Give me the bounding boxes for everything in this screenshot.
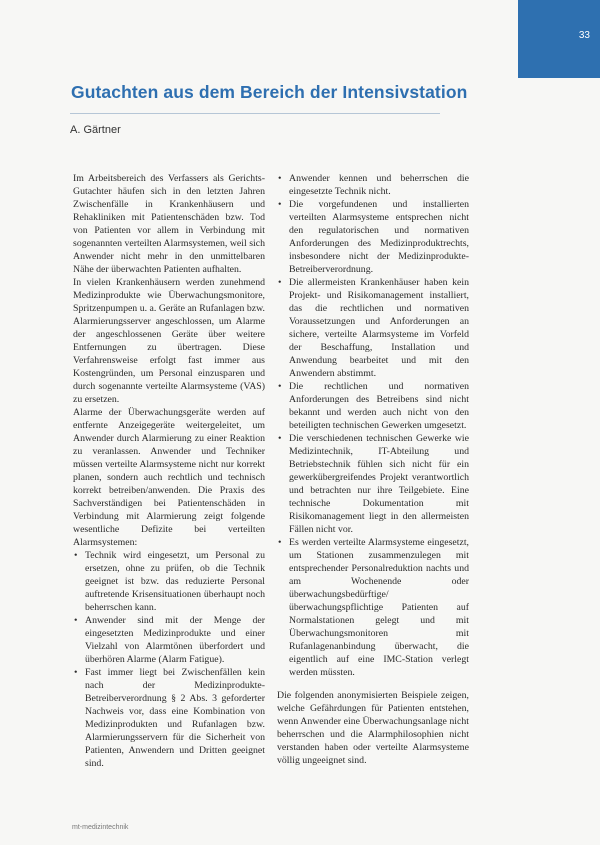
deficit-list bbox=[73, 549, 265, 770]
article-title: Gutachten aus dem Bereich der Intensivstation bbox=[71, 82, 468, 102]
list-item: • Die vorgefundenen und installierten verteilten Alarmsysteme entsprechen nicht den regulatorischen und normativen Anforderungen des Medizinproduktrechts, insbesondere nicht der Medizinprodukte-Betreiberverordnung. bbox=[277, 198, 469, 276]
page-number: 33 bbox=[578, 30, 590, 41]
list-item: • Anwender kennen und beherrschen die eingesetzte Technik nicht. bbox=[277, 172, 469, 198]
list-item: • Es werden verteilte Alarmsysteme eingesetzt, um Stationen zusammenzulegen mit entsprechender Personalreduktion nachts und am Wochenende oder überwachungsbedürftige/überwachungspflichtige Patienten auf Normalstationen gelegt und mit Überwachungsmonitoren mit Rufanlagenanbindung überwacht, die eigentlich auf eine IMC-Station verlegt werden müssten. bbox=[277, 536, 469, 679]
list-item: • Die allermeisten Krankenhäuser haben kein Projekt- und Risikomanagement installiert, das die rechtlichen und normativen Voraussetzungen und Anforderungen an sichere, verteilte Alarmsysteme im Vorfeld der Beschaffung, Installation und Anwendung bearbeitet und mit den Anwendern abstimmt. bbox=[277, 276, 469, 380]
article-author: A. Gärtner bbox=[70, 124, 121, 136]
page-corner-tab bbox=[518, 0, 600, 78]
list-item: • Die rechtlichen und normativen Anforderungen des Betreibens sind nicht bekannt und werden auch nicht von den beteiligten technischen Gewerken umgesetzt. bbox=[277, 380, 469, 432]
closing-paragraph: Die folgenden anonymisierten Beispiele zeigen, welche Gefährdungen für Patienten entstehen, wenn Anwender eine Überwachungsanlage nicht beherrschen und die Alarmphilosophien nicht verstanden haben oder verteilte Alarmsysteme völlig ungeeignet sind. bbox=[277, 690, 469, 766]
list-item: • Die verschiedenen technischen Gewerke wie Medizintechnik, IT-Abteilung und Betriebstechnik fühlen sich nicht für ein gewerkübergreifendes Projekt verantwortlich und betrachten nur ihre Teilgebiete. Eine technische Dokumentation mit Risikomanagement liegt in den allermeisten Fällen nicht vor. bbox=[277, 432, 469, 536]
paragraph: Im Arbeitsbereich des Verfassers als Gerichts-Gutachter häufen sich in den letzten Jahren Zwischenfälle in Krankenhäusern und Rehakliniken mit Patientenschäden bzw. Tod von Patienten vor allem in Verbindung mit sogenannten verteilten Alarmsystemen, weil sich Anwender nicht mehr in den unmittelbaren Nähe der überwachten Patienten aufhalten. bbox=[73, 173, 265, 275]
list-item: • Anwender sind mit der Menge der eingesetzten Medizinprodukte und einer Vielzahl von Alarmtönen überfordert und überhören Alarme (Alarm Fatigue). bbox=[73, 614, 265, 666]
journal-footer: mt-medizintechnik bbox=[72, 824, 129, 831]
deficit-list-continued bbox=[277, 172, 469, 679]
list-item: • Fast immer liegt bei Zwischenfällen kein nach der Medizinprodukte-Betreiberverordnung § 2 Abs. 3 geforderter Nachweis vor, dass eine Kombination von Medizinprodukten und Rufanlagen bzw. Alarmierungsservern für die Sicherheit von Patienten, Anwendern und Dritten geeignet sind. bbox=[73, 666, 265, 770]
title-divider bbox=[70, 113, 440, 114]
left-column bbox=[73, 172, 265, 770]
list-item: • Technik wird eingesetzt, um Personal zu ersetzen, ohne zu prüfen, ob die Technik geeignet ist bzw. das reduzierte Personal auftretende Krisensituationen überhaupt noch beherrschen kann. bbox=[73, 549, 265, 614]
paragraph: In vielen Krankenhäusern werden zunehmend Medizinprodukte wie Überwachungsmonitore, Spritzenpumpen u. a. Geräte an Rufanlagen bzw. Alarmierungsserver angeschlossen, um Alarme der angeschlossenen Geräte über weitere Entfernungen zu übertragen. Diese Verfahrensweise erfolgt fast immer aus Kostengründen, um Personal einzusparen und durch sogenannte verteilte Alarmsysteme (VAS) zu ersetzen. bbox=[73, 277, 265, 405]
right-column bbox=[277, 172, 469, 767]
paragraph: Alarme der Überwachungsgeräte werden auf entfernte Anzeigegeräte weitergeleitet, um Anwender durch Alarmierung zu einer Reaktion zu veranlassen. Anwender und Techniker müssen verteilte Alarmsysteme nicht nur korrekt planen, sondern auch rechtlich und technisch korrekt betreiben/anwenden. Die Praxis des Sachverständigen bei Patientenschäden in Verbindung mit Alarmierung zeigt folgende wesentliche Defizite bei verteilten Alarmsystemen: bbox=[73, 407, 265, 548]
